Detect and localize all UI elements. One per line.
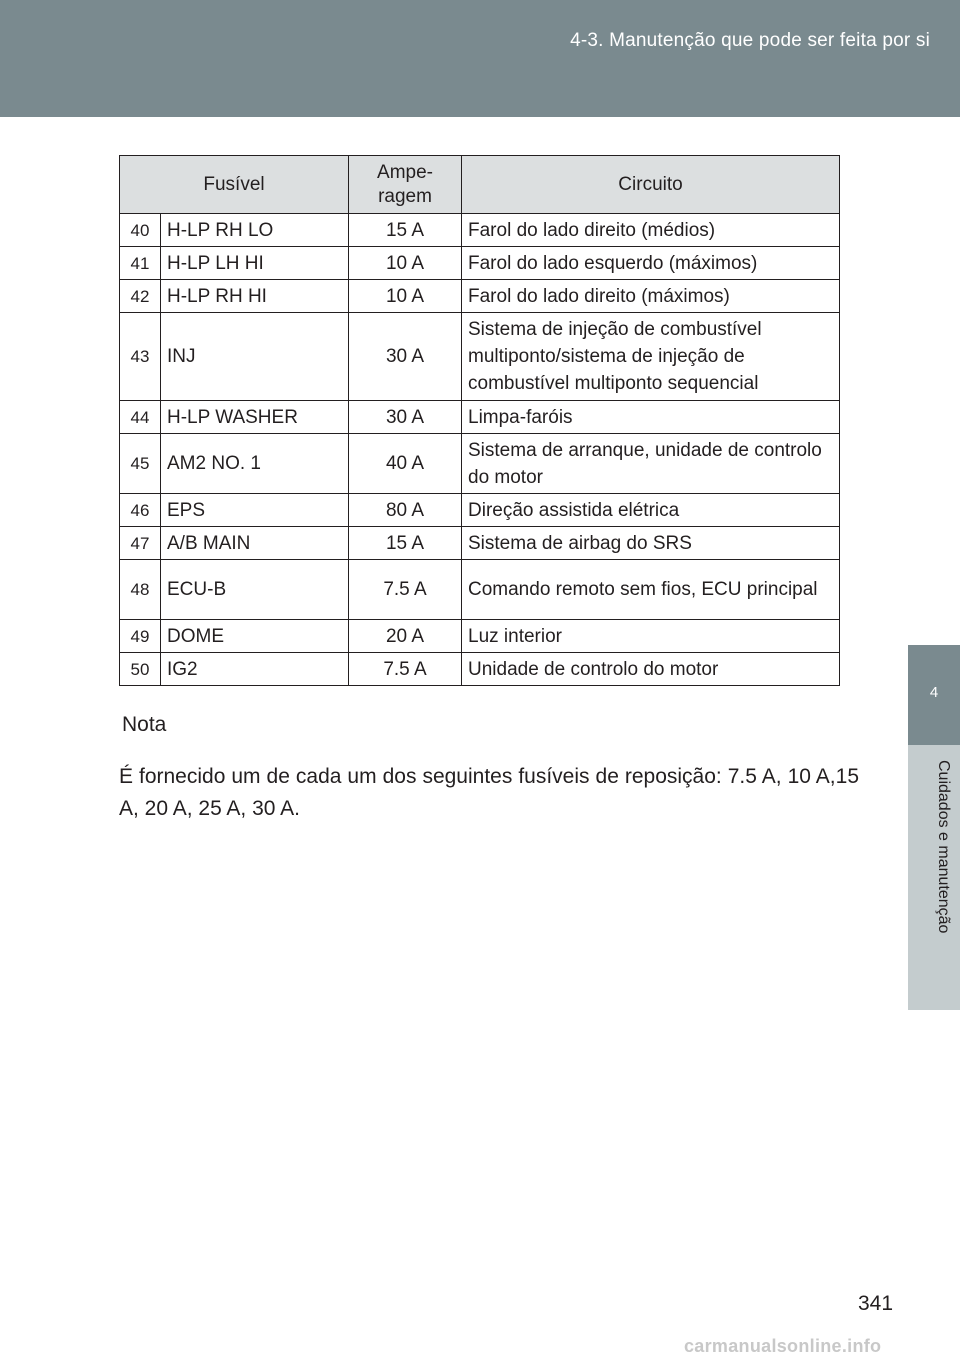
fuse-name: DOME bbox=[161, 620, 349, 653]
page-number: 341 bbox=[858, 1292, 894, 1315]
table-row bbox=[120, 527, 840, 560]
chapter-label: Cuidados e manutenção bbox=[935, 760, 952, 934]
fuse-name: IG2 bbox=[161, 653, 349, 686]
fuse-number: 43 bbox=[120, 313, 161, 401]
fuse-amperage: 10 A bbox=[349, 280, 462, 313]
fuse-name: ECU-B bbox=[161, 560, 349, 620]
fuse-number: 42 bbox=[120, 280, 161, 313]
fuse-amperage: 30 A bbox=[349, 401, 462, 434]
fuse-name: EPS bbox=[161, 494, 349, 527]
fuse-name: A/B MAIN bbox=[161, 527, 349, 560]
fuse-circuit: Unidade de controlo do motor bbox=[462, 653, 840, 686]
fuse-amperage: 7.5 A bbox=[349, 653, 462, 686]
fuse-circuit: Sistema de airbag do SRS bbox=[462, 527, 840, 560]
fuse-name: H-LP RH HI bbox=[161, 280, 349, 313]
table-row bbox=[120, 280, 840, 313]
fuse-number: 40 bbox=[120, 214, 161, 247]
fuse-amperage: 20 A bbox=[349, 620, 462, 653]
fuse-number: 50 bbox=[120, 653, 161, 686]
table-row bbox=[120, 653, 840, 686]
fuse-number: 41 bbox=[120, 247, 161, 280]
note-text: É fornecido um de cada um dos seguintes fusíveis de reposição: 7.5 A, 10 A,15 A, 20 A, 25 A, 30 A. bbox=[119, 765, 859, 820]
header-band bbox=[0, 0, 960, 117]
note-title: Nota bbox=[122, 713, 167, 736]
fuse-circuit: Farol do lado direito (máximos) bbox=[462, 280, 840, 313]
fuse-circuit: Limpa-faróis bbox=[462, 401, 840, 434]
fuse-name: H-LP RH LO bbox=[161, 214, 349, 247]
fuse-circuit: Sistema de arranque, unidade de controlo do motor bbox=[462, 434, 840, 494]
table-row bbox=[120, 313, 840, 401]
fuse-circuit: Farol do lado direito (médios) bbox=[462, 214, 840, 247]
fuse-circuit: Direção assistida elétrica bbox=[462, 494, 840, 527]
section-title: 4-3. Manutenção que pode ser feita por si bbox=[570, 30, 930, 51]
fuse-number: 45 bbox=[120, 434, 161, 494]
fuse-amperage: 15 A bbox=[349, 527, 462, 560]
header-circuit: Circuito bbox=[462, 156, 840, 214]
fuse-amperage: 80 A bbox=[349, 494, 462, 527]
fuse-name: H-LP WASHER bbox=[161, 401, 349, 434]
table-header-row bbox=[120, 156, 840, 214]
fuse-number: 49 bbox=[120, 620, 161, 653]
fuse-circuit: Comando remoto sem fios, ECU principal bbox=[462, 560, 840, 620]
table-row bbox=[120, 214, 840, 247]
table-row bbox=[120, 434, 840, 494]
watermark: carmanualsonline.info bbox=[684, 1336, 882, 1356]
chapter-number: 4 bbox=[929, 684, 939, 701]
fuse-amperage: 7.5 A bbox=[349, 560, 462, 620]
table-row bbox=[120, 247, 840, 280]
fuse-name: H-LP LH HI bbox=[161, 247, 349, 280]
fuse-circuit: Luz interior bbox=[462, 620, 840, 653]
fuse-amperage: 15 A bbox=[349, 214, 462, 247]
fuse-number: 46 bbox=[120, 494, 161, 527]
fuse-amperage: 40 A bbox=[349, 434, 462, 494]
fuse-circuit: Sistema de injeção de combustível multiponto/sistema de injeção de combustível multiponto sequencial bbox=[462, 313, 840, 401]
header-amperage: Ampe- ragem bbox=[349, 156, 462, 214]
table-row bbox=[120, 401, 840, 434]
fuse-name: INJ bbox=[161, 313, 349, 401]
fuse-amperage: 10 A bbox=[349, 247, 462, 280]
fuse-table bbox=[119, 155, 840, 686]
fuse-name: AM2 NO. 1 bbox=[161, 434, 349, 494]
header-fuse: Fusível bbox=[120, 156, 349, 214]
fuse-number: 44 bbox=[120, 401, 161, 434]
fuse-circuit: Farol do lado esquerdo (máximos) bbox=[462, 247, 840, 280]
table-row bbox=[120, 620, 840, 653]
table-row bbox=[120, 560, 840, 620]
table-row bbox=[120, 494, 840, 527]
fuse-amperage: 30 A bbox=[349, 313, 462, 401]
fuse-number: 48 bbox=[120, 560, 161, 620]
fuse-number: 47 bbox=[120, 527, 161, 560]
